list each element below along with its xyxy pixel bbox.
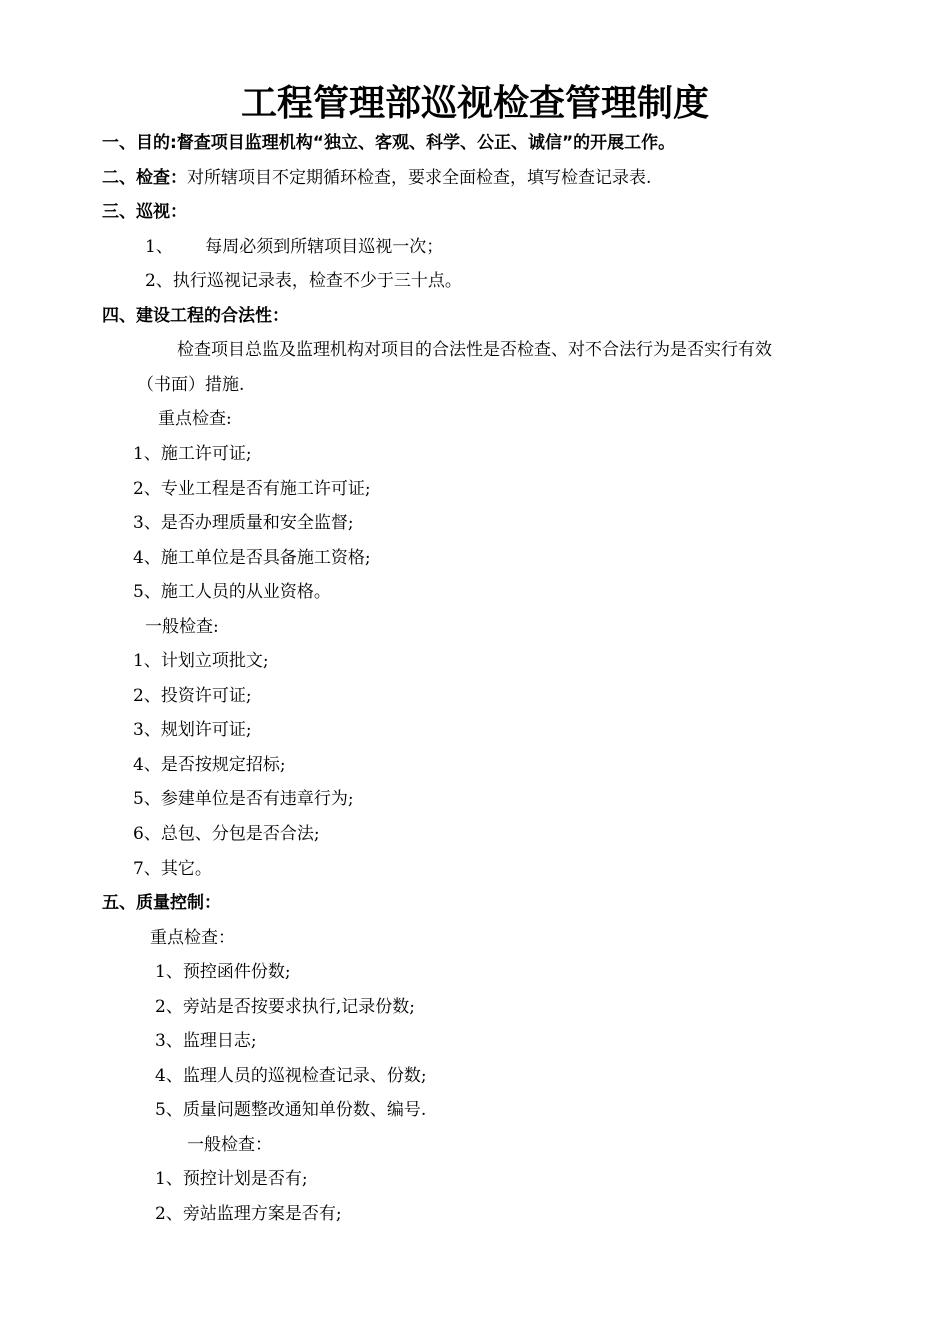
section-5-key-label: 重点检查： (150, 928, 235, 948)
list-item: 1、预控函件份数; (155, 962, 291, 982)
list-item: 2、投资许可证; (133, 686, 252, 706)
list-item: 3、规划许可证; (133, 720, 252, 740)
list-item: 1、计划立项批文; (133, 651, 269, 671)
section-2-heading: 二、检查： (102, 168, 187, 188)
section-4-paragraph-line-2: （书面）措施. (137, 375, 245, 395)
section-3-heading: 三、巡视： (102, 202, 187, 222)
list-item: 4、是否按规定招标; (133, 755, 286, 775)
list-item: 2、旁站是否按要求执行,记录份数; (155, 997, 415, 1017)
page-title: 工程管理部巡视检查管理制度 (240, 83, 709, 124)
section-4-key-label: 重点检查: (158, 409, 232, 429)
section-4-paragraph-line-1: 检查项目总监及监理机构对项目的合法性是否检查、对不合法行为是否实行有效 (177, 340, 772, 360)
section-2-line (102, 167, 651, 189)
list-item: 5、参建单位是否有违章行为; (133, 789, 354, 809)
section-4-general-label: 一般检查: (145, 617, 219, 637)
list-item: 3、监理日志; (155, 1031, 257, 1051)
section-5-general-label: 一般检查： (187, 1135, 272, 1155)
list-item: 2、旁站监理方案是否有; (155, 1204, 342, 1224)
section-4-heading: 四、建设工程的合法性： (102, 306, 289, 326)
list-item: 1、施工许可证; (133, 444, 252, 464)
section-5-heading: 五、质量控制： (102, 893, 221, 913)
list-item: 2、专业工程是否有施工许可证; (133, 479, 371, 499)
list-item: 6、总包、分包是否合法; (133, 824, 320, 844)
list-item: 5、质量问题整改通知单份数、编号. (155, 1100, 427, 1120)
section-1-heading: 一、目的:督查项目监理机构“独立、客观、科学、公正、诚信”的开展工作。 (102, 133, 676, 153)
list-item: 7、其它。 (133, 859, 212, 879)
list-item: 1、预控计划是否有; (155, 1169, 308, 1189)
list-item: 4、监理人员的巡视检查记录、份数; (155, 1066, 427, 1086)
list-item: 1、 每周必须到所辖项目巡视一次； (145, 237, 444, 257)
list-item: 3、是否办理质量和安全监督; (133, 513, 354, 533)
list-item: 4、施工单位是否具备施工资格; (133, 548, 371, 568)
list-item: 5、施工人员的从业资格。 (133, 582, 331, 602)
list-item: 2、执行巡视记录表，检查不少于三十点。 (145, 271, 462, 291)
section-2-text: 对所辖项目不定期循环检查，要求全面检查，填写检查记录表. (187, 168, 652, 188)
